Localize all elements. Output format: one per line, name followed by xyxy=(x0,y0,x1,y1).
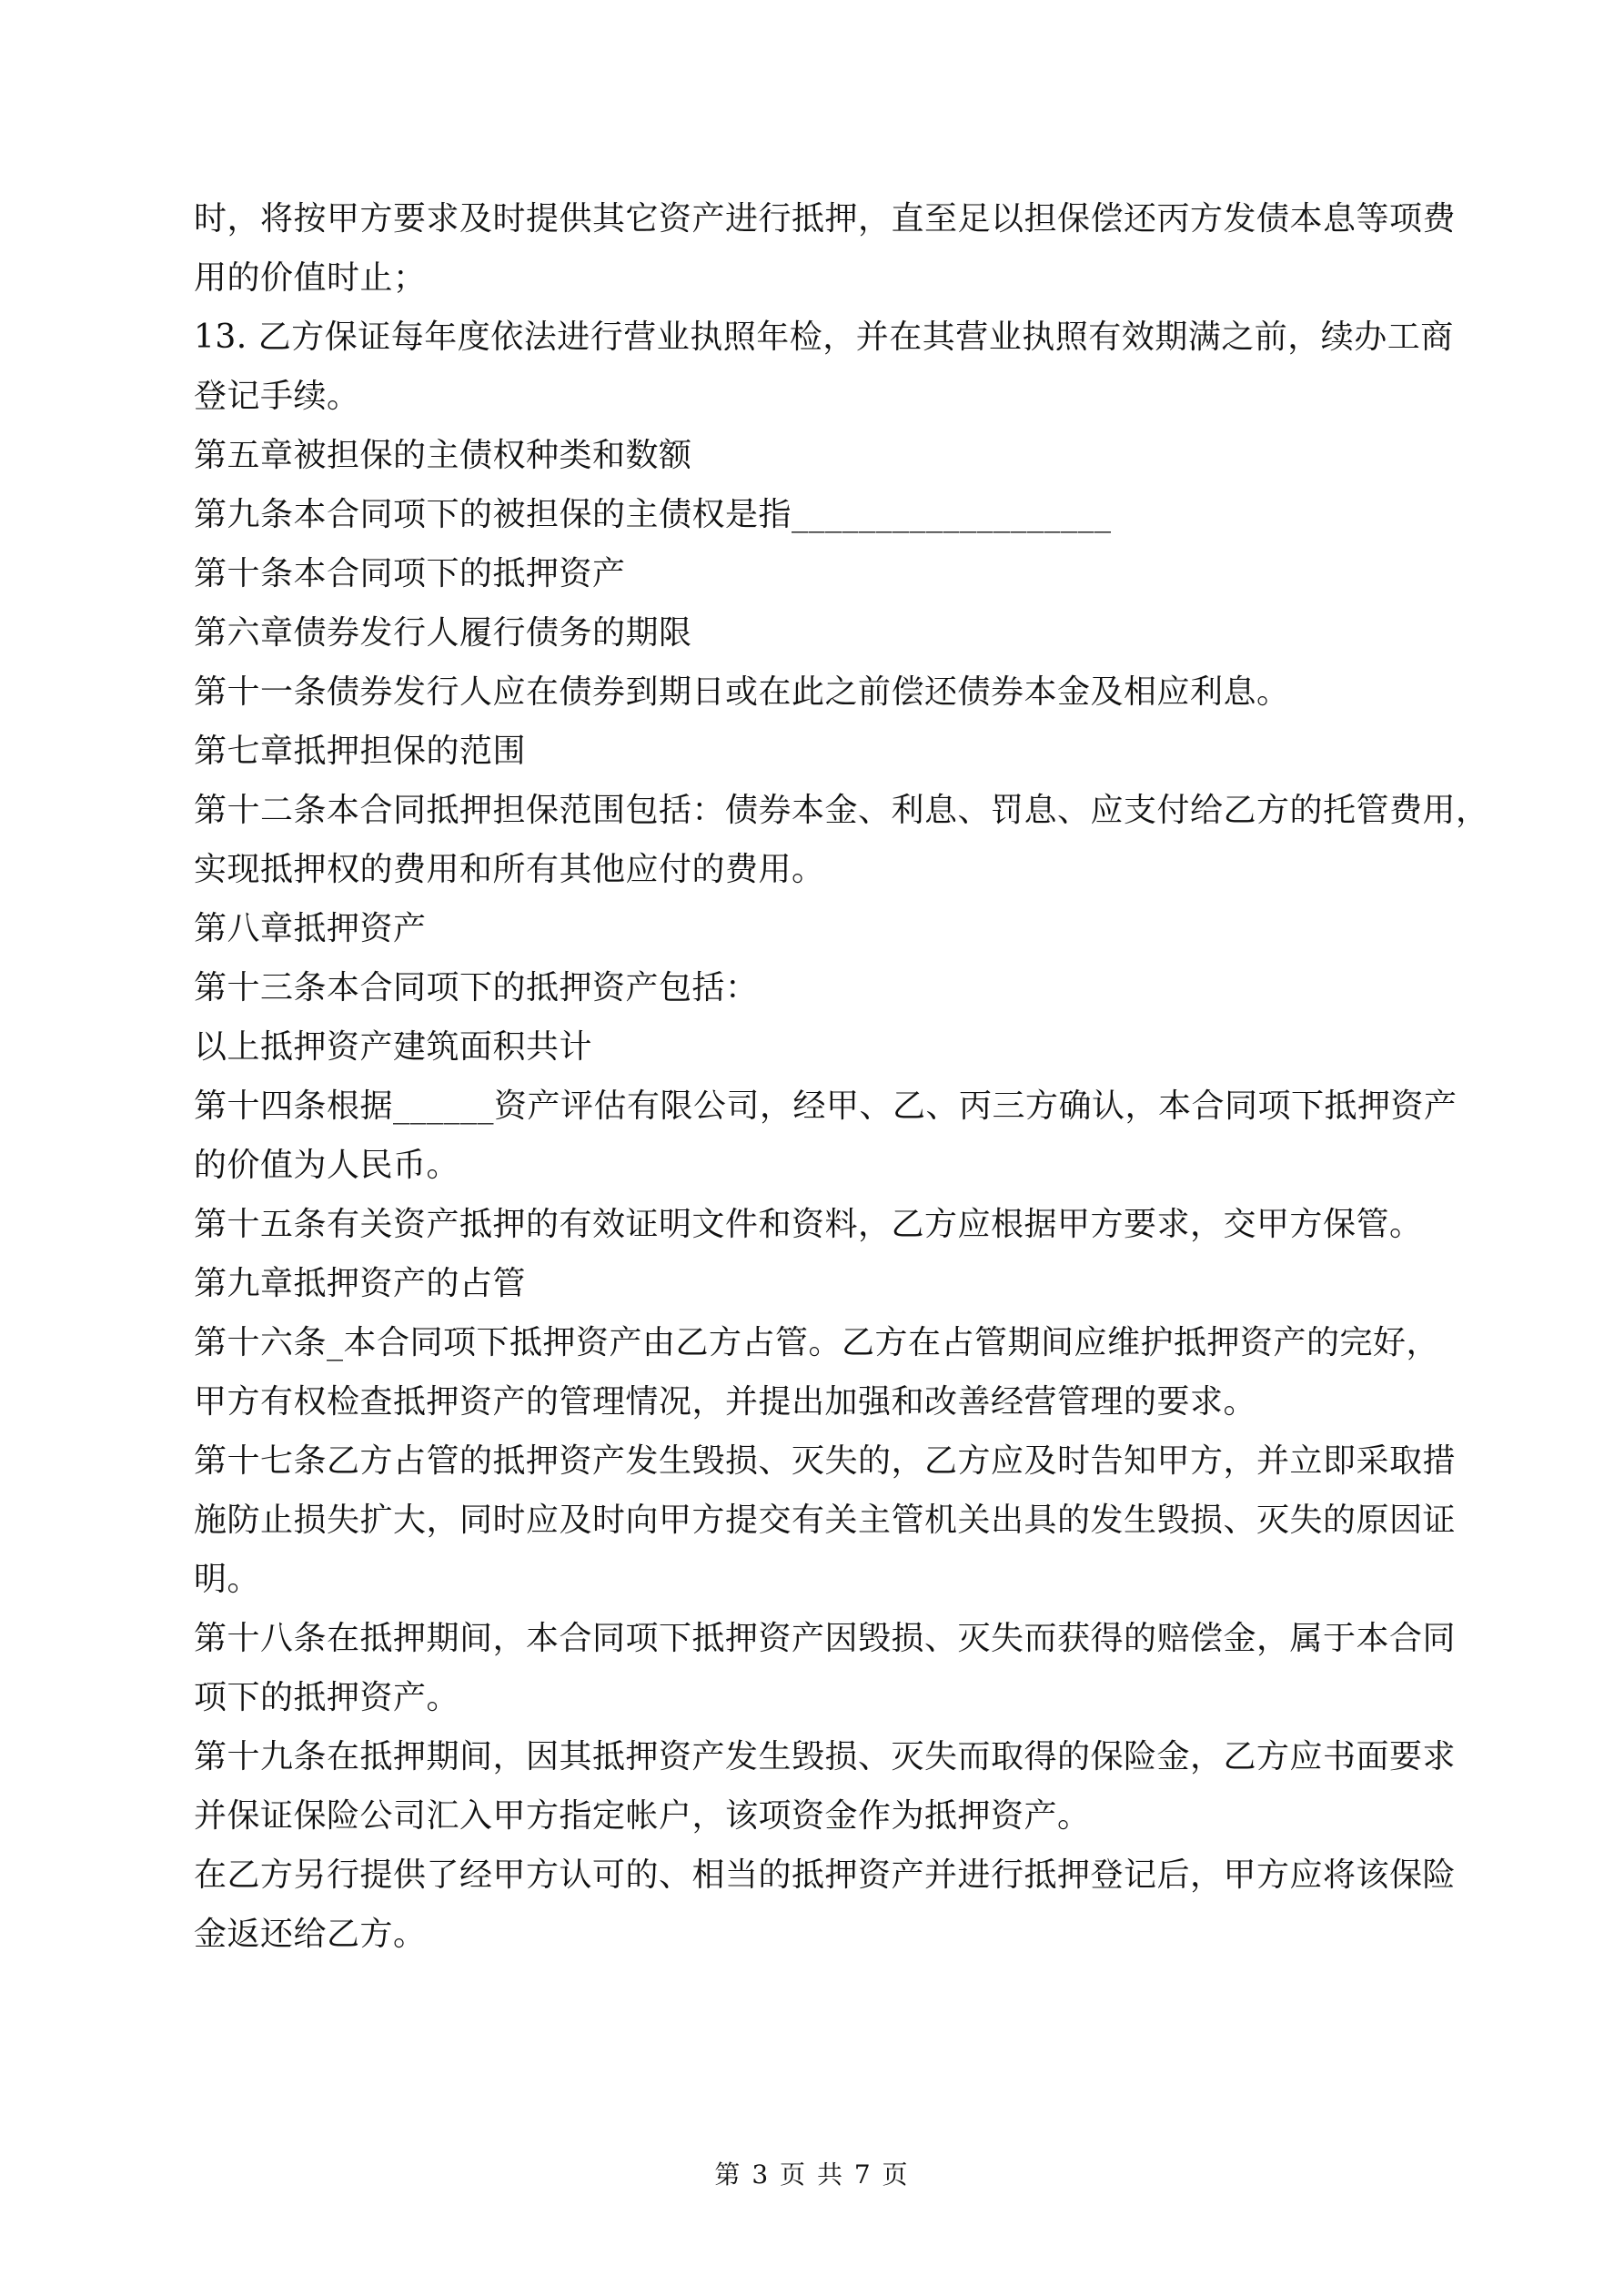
article-line: 第九条本合同项下的被担保的主债权是指___________________ xyxy=(194,496,1112,533)
chapter-heading: 第五章被担保的主债权种类和数额 xyxy=(194,437,692,474)
text-line: 用的价值时止； xyxy=(194,259,427,297)
text-line: 登记手续。 xyxy=(194,378,360,415)
chapter-heading: 第九章抵押资产的占管 xyxy=(194,1265,527,1302)
text-line: 时，将按甲方要求及时提供其它资产进行抵押，直至足以担保偿还丙方发债本息等项费 xyxy=(194,200,1457,238)
text-line: 13. 乙方保证每年度依法进行营业执照年检，并在其营业执照有效期满之前，续办工商 xyxy=(194,319,1454,356)
text-line: 明。 xyxy=(194,1561,261,1598)
page-number-footer: 第 3 页 共 7 页 xyxy=(714,2159,910,2190)
chapter-heading: 第八章抵押资产 xyxy=(194,910,427,947)
text-line: 并保证保险公司汇入甲方指定帐户，该项资金作为抵押资产。 xyxy=(194,1797,1091,1835)
article-line: 第十条本合同项下的抵押资产 xyxy=(194,555,626,592)
text-line: 的价值为人民币。 xyxy=(194,1147,460,1184)
text-line: 实现抵押权的费用和所有其他应付的费用。 xyxy=(194,851,825,888)
text-line: 金返还给乙方。 xyxy=(194,1916,427,1953)
chapter-heading: 第七章抵押担保的范围 xyxy=(194,733,527,770)
text-line: 项下的抵押资产。 xyxy=(194,1679,460,1716)
article-line: 第十四条根据______资产评估有限公司，经甲、乙、丙三方确认，本合同项下抵押资产 xyxy=(194,1087,1458,1125)
article-line: 第十二条本合同抵押担保范围包括：债券本金、利息、罚息、应支付给乙方的托管费用， xyxy=(194,792,1489,829)
text-line: 施防止损失扩大，同时应及时向甲方提交有关主管机关出具的发生毁损、灭失的原因证 xyxy=(194,1502,1457,1539)
article-line: 第十五条有关资产抵押的有效证明文件和资料，乙方应根据甲方要求，交甲方保管。 xyxy=(194,1206,1423,1243)
text-line: 在乙方另行提供了经甲方认可的、相当的抵押资产并进行抵押登记后，甲方应将该保险 xyxy=(194,1856,1457,1894)
text-line: 甲方有权检查抵押资产的管理情况，并提出加强和改善经营管理的要求。 xyxy=(194,1383,1257,1421)
article-line: 第十九条在抵押期间，因其抵押资产发生毁损、灭失而取得的保险金，乙方应书面要求 xyxy=(194,1738,1457,1775)
article-line: 第十七条乙方占管的抵押资产发生毁损、灭失的，乙方应及时告知甲方，并立即采取措 xyxy=(194,1442,1457,1480)
document-body xyxy=(194,189,1489,1964)
text-line: 以上抵押资产建筑面积共计 xyxy=(194,1028,593,1066)
article-line: 第十六条_本合同项下抵押资产由乙方占管。乙方在占管期间应维护抵押资产的完好， xyxy=(194,1324,1440,1361)
article-line: 第十八条在抵押期间，本合同项下抵押资产因毁损、灭失而获得的赔偿金，属于本合同 xyxy=(194,1620,1457,1657)
article-line: 第十三条本合同项下的抵押资产包括： xyxy=(194,969,759,1006)
chapter-heading: 第六章债券发行人履行债务的期限 xyxy=(194,614,692,652)
article-line: 第十一条债券发行人应在债券到期日或在此之前偿还债券本金及相应利息。 xyxy=(194,673,1290,711)
